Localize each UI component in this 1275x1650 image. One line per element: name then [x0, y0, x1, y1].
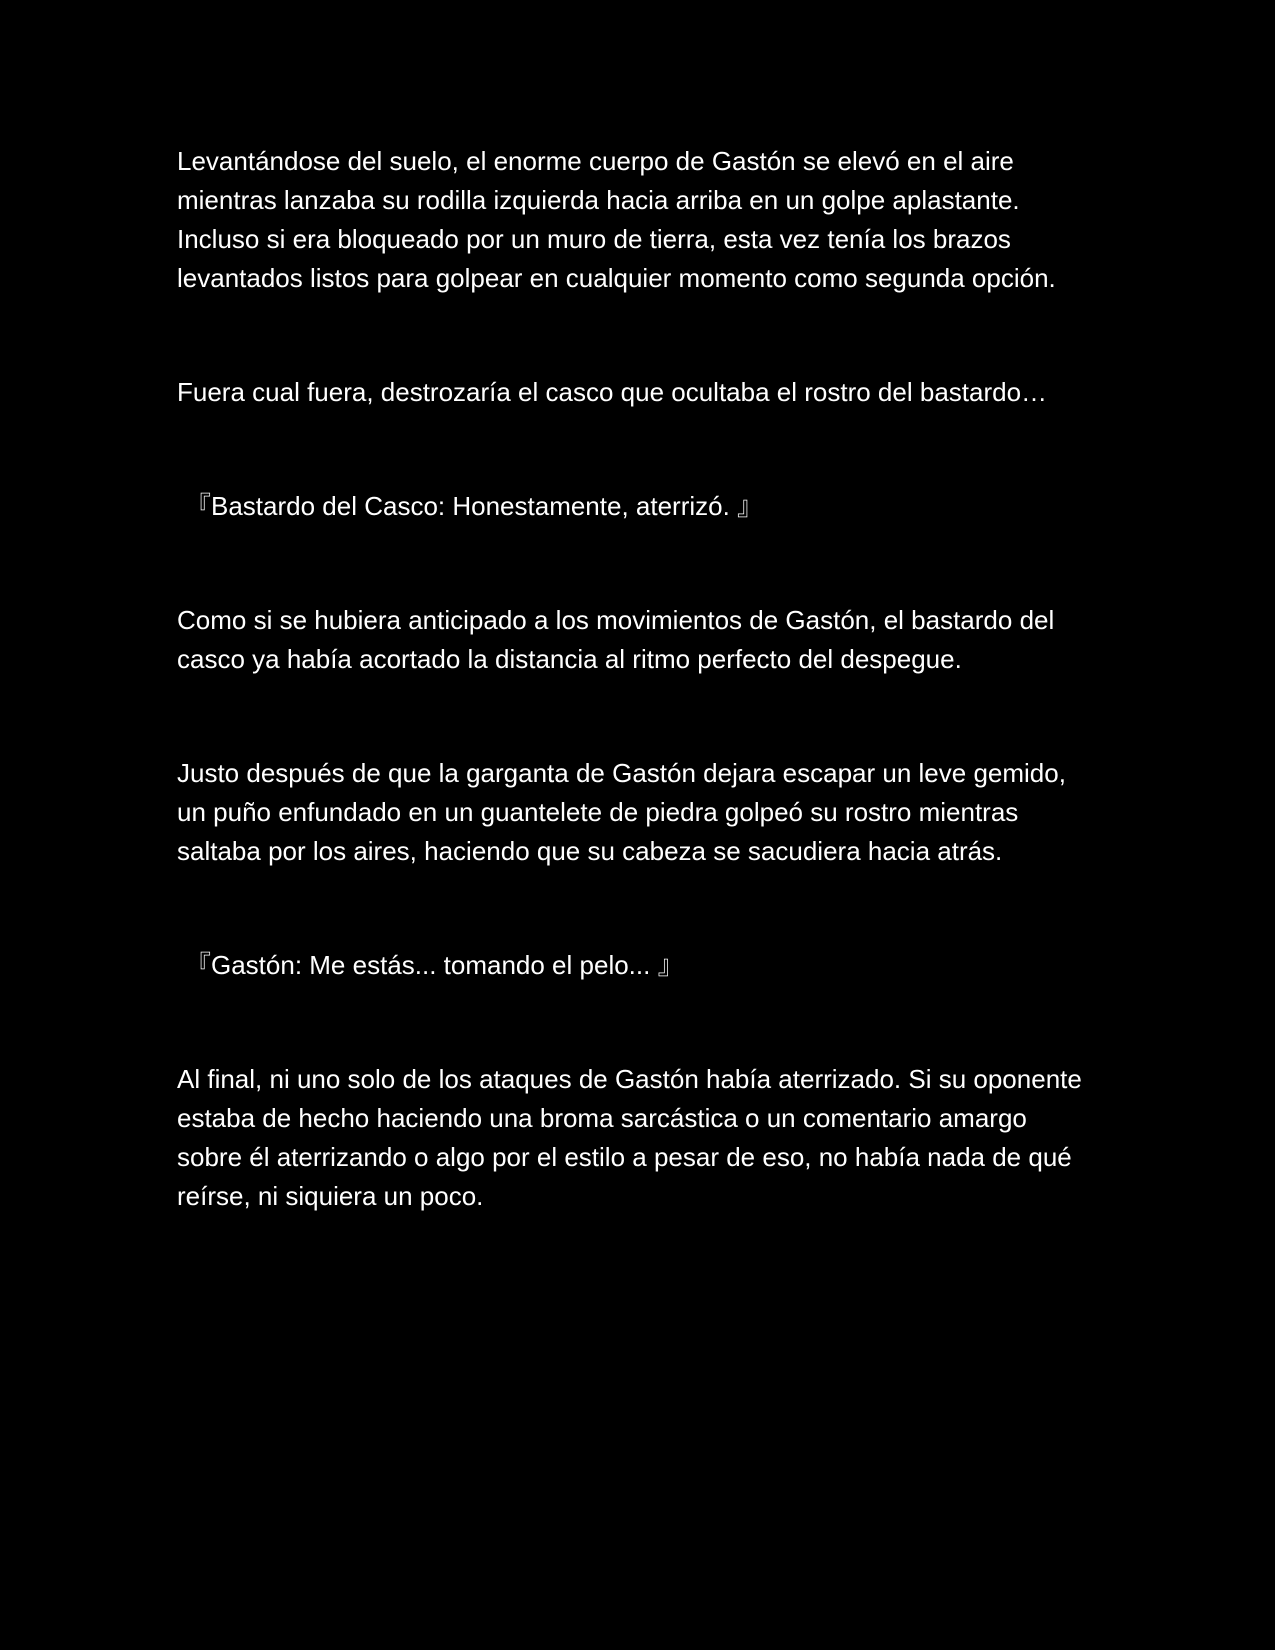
dialogue-line-1: 『Bastardo del Casco: Honestamente, aterrizó. 』: [185, 491, 764, 521]
paragraph-1: Levantándose del suelo, el enorme cuerpo de Gastón se elevó en el aire mientras lanzaba su rodilla izquierda hacia arriba en un golpe aplastante. Incluso si era bloqueado por un muro de tierra, esta vez tenía los brazos levantados listos para golpear en cualquier momento como segunda opción.: [177, 146, 1056, 293]
paragraph-4: Justo después de que la garganta de Gastón dejara escapar un leve gemido, un puño enfundado en un guantelete de piedra golpeó su rostro mientras saltaba por los aires, haciendo que su cabeza se sacudiera hacia atrás.: [177, 758, 1066, 866]
paragraph-gap: [177, 871, 1097, 946]
paragraph-gap: [177, 298, 1097, 373]
paragraph-3: Como si se hubiera anticipado a los movimientos de Gastón, el bastardo del casco ya había acortado la distancia al ritmo perfecto del despegue.: [177, 605, 1055, 674]
paragraph-2: Fuera cual fuera, destrozaría el casco que ocultaba el rostro del bastardo…: [177, 377, 1048, 407]
paragraph-5: Al final, ni uno solo de los ataques de Gastón había aterrizado. Si su oponente estaba de hecho haciendo una broma sarcástica o un comentario amargo sobre él aterrizando o algo por el estilo a pesar de eso, no había nada de qué reírse, ni siquiera un poco.: [177, 1064, 1082, 1211]
paragraph-gap: [177, 412, 1097, 487]
paragraph-gap: [177, 679, 1097, 754]
dialogue-line-2: 『Gastón: Me estás... tomando el pelo... 』: [185, 950, 684, 980]
paragraph-gap: [177, 985, 1097, 1060]
paragraph-gap: [177, 526, 1097, 601]
text-column: [177, 142, 1097, 1216]
